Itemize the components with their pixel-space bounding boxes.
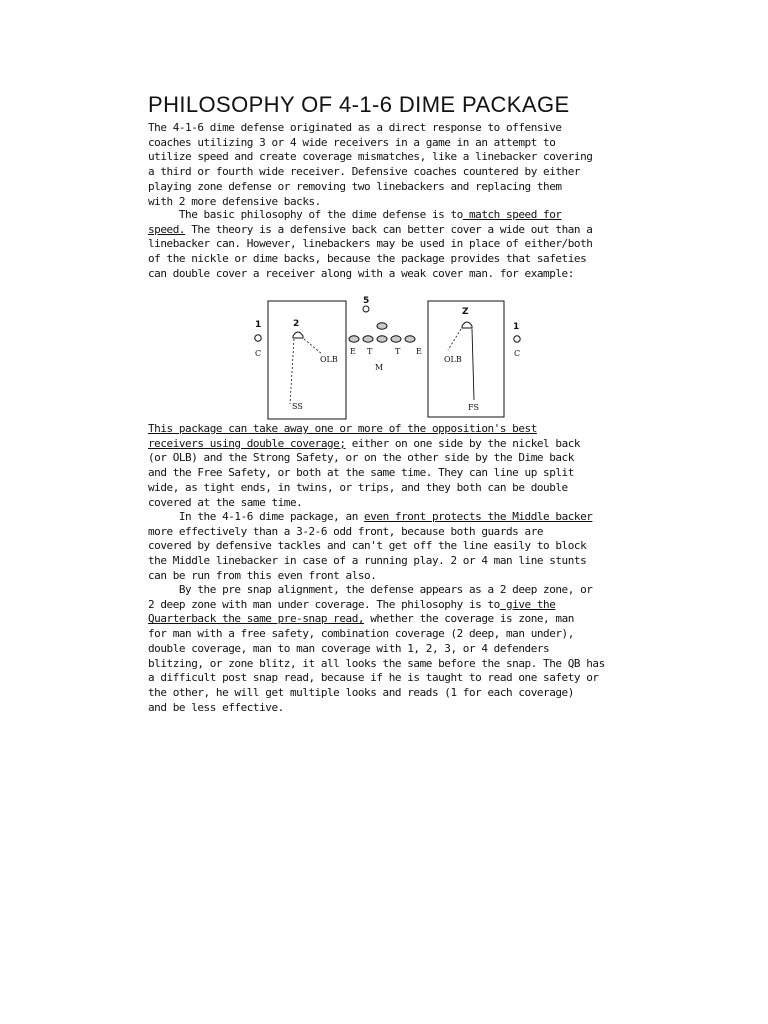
paragraph-even-front xyxy=(148,510,633,584)
text-line: covered at the same time. xyxy=(148,495,303,509)
text-line: coaches utilizing 3 or 4 wide receivers in a game in an attempt to xyxy=(148,135,556,149)
center-number: 5 xyxy=(363,296,370,306)
text-line: more effectively than a 3-2-6 odd front, because both guards are xyxy=(148,524,544,538)
text-line: can be run from this even front also. xyxy=(148,568,377,582)
text-line: with 2 more defensive backs. xyxy=(148,194,321,208)
text-line: of the nickle or dime backs, because the package provides that safeties xyxy=(148,252,587,266)
left-receiver-label: C xyxy=(255,349,262,358)
text-line: (or OLB) and the Strong Safety, or on the other side by the Dime back xyxy=(148,451,574,465)
text-line: wide, as tight ends, in twins, or trips, and they both can be double xyxy=(148,480,568,494)
text-line xyxy=(148,422,633,437)
text-line: and be less effective. xyxy=(148,700,284,714)
text-line xyxy=(148,510,633,525)
lineman-icon xyxy=(377,336,387,342)
text-segment: whether the coverage is zone, man xyxy=(364,612,574,626)
left-box-number: 2 xyxy=(293,319,300,329)
text-line: the other, he will get multiple looks and reads (1 for each coverage) xyxy=(148,685,574,699)
defensive-end-right: E xyxy=(416,347,422,356)
right-receiver-label: C xyxy=(514,349,521,358)
left-slot-receiver-icon xyxy=(293,332,303,338)
text-line xyxy=(148,208,633,223)
paragraph-philosophy xyxy=(148,208,633,282)
text-line: By the pre snap alignment, the defense appears as a 2 deep zone, or xyxy=(148,583,593,596)
defensive-end-left: E xyxy=(350,347,356,356)
text-line xyxy=(148,223,633,238)
text-line: and the Free Safety, or both at the same time. They can line up split xyxy=(148,466,574,480)
left-olb-route-line xyxy=(304,339,322,354)
text-segment: The basic philosophy of the dime defense is to xyxy=(148,208,463,221)
paragraph-pre-snap xyxy=(148,583,633,715)
lineman-icon xyxy=(363,336,373,342)
paragraph-intro xyxy=(148,121,633,209)
text-line: for man with a free safety, combination coverage (2 deep, man under), xyxy=(148,627,574,641)
middle-linebacker-label: M xyxy=(375,363,384,372)
page-title: PHILOSOPHY OF 4-1-6 DIME PACKAGE xyxy=(148,92,570,117)
underlined-phrase: match speed for xyxy=(462,208,562,221)
text-line xyxy=(148,437,633,452)
center-player-icon xyxy=(363,306,369,312)
right-receiver-icon xyxy=(514,336,520,342)
right-olb-label: OLB xyxy=(444,355,462,364)
left-olb-label: OLB xyxy=(320,355,338,364)
text-line: double coverage, man to man coverage with 1, 2, 3, or 4 defenders xyxy=(148,641,550,655)
text-segment: 2 deep zone with man under coverage. The philosophy is to xyxy=(148,597,500,611)
right-olb-route-line xyxy=(448,329,461,350)
right-slot-receiver-icon xyxy=(462,322,472,328)
defensive-tackle-right: T xyxy=(395,347,401,356)
text-line: can double cover a receiver along with a weak cover man. for example: xyxy=(148,266,574,280)
strong-safety-label: SS xyxy=(292,402,303,411)
text-line: linebacker can. However, linebackers may be used in place of either/both xyxy=(148,237,593,251)
text-line: utilize speed and create coverage mismatches, like a linebacker covering xyxy=(148,150,593,164)
left-route-line xyxy=(290,339,294,404)
lineman-icon xyxy=(405,336,415,342)
right-box-number: Z xyxy=(462,307,469,317)
paragraph-double-coverage xyxy=(148,422,633,510)
text-segment: The theory is a defensive back can better cover a wide out than a xyxy=(185,222,593,236)
free-safety-label: FS xyxy=(468,403,480,412)
right-route-line xyxy=(472,329,474,400)
left-receiver-icon xyxy=(255,335,261,341)
defensive-tackle-left: T xyxy=(367,347,373,356)
underlined-phrase: speed. xyxy=(148,222,186,236)
text-line: covered by defensive tackles and can't get off the line easily to block xyxy=(148,539,587,553)
lineman-icon xyxy=(349,336,359,342)
underlined-phrase: This package can take away one or more of the opposition's best xyxy=(148,422,537,435)
dime-formation-diagram xyxy=(250,296,530,422)
text-line: the Middle linebacker in case of a running play. 2 or 4 man line stunts xyxy=(148,554,587,568)
text-line xyxy=(148,598,633,613)
underlined-phrase: Quarterback the same pre-snap read, xyxy=(148,612,365,626)
underlined-phrase: give the xyxy=(499,597,556,611)
text-line xyxy=(148,612,633,627)
text-line: a third or fourth wide receiver. Defensive coaches countered by either xyxy=(148,165,581,179)
text-line: The 4-1-6 dime defense originated as a direct response to offensive xyxy=(148,121,562,134)
text-line: a difficult post snap read, because if he is taught to read one safety or xyxy=(148,671,599,685)
text-segment: either on one side by the nickel back xyxy=(345,436,581,450)
text-segment: In the 4-1-6 dime package, an xyxy=(148,510,365,523)
center-lineman-icon xyxy=(377,323,387,329)
underlined-phrase: receivers using double coverage; xyxy=(148,436,346,450)
lineman-icon xyxy=(391,336,401,342)
right-receiver-number: 1 xyxy=(513,322,520,332)
text-line: playing zone defense or removing two linebackers and replacing them xyxy=(148,179,562,193)
underlined-phrase: even front protects the Middle backer xyxy=(364,510,593,523)
left-receiver-number: 1 xyxy=(255,320,262,330)
right-coverage-box xyxy=(428,301,504,417)
text-line: blitzing, or zone blitz, it all looks the same before the snap. The QB has xyxy=(148,656,605,670)
